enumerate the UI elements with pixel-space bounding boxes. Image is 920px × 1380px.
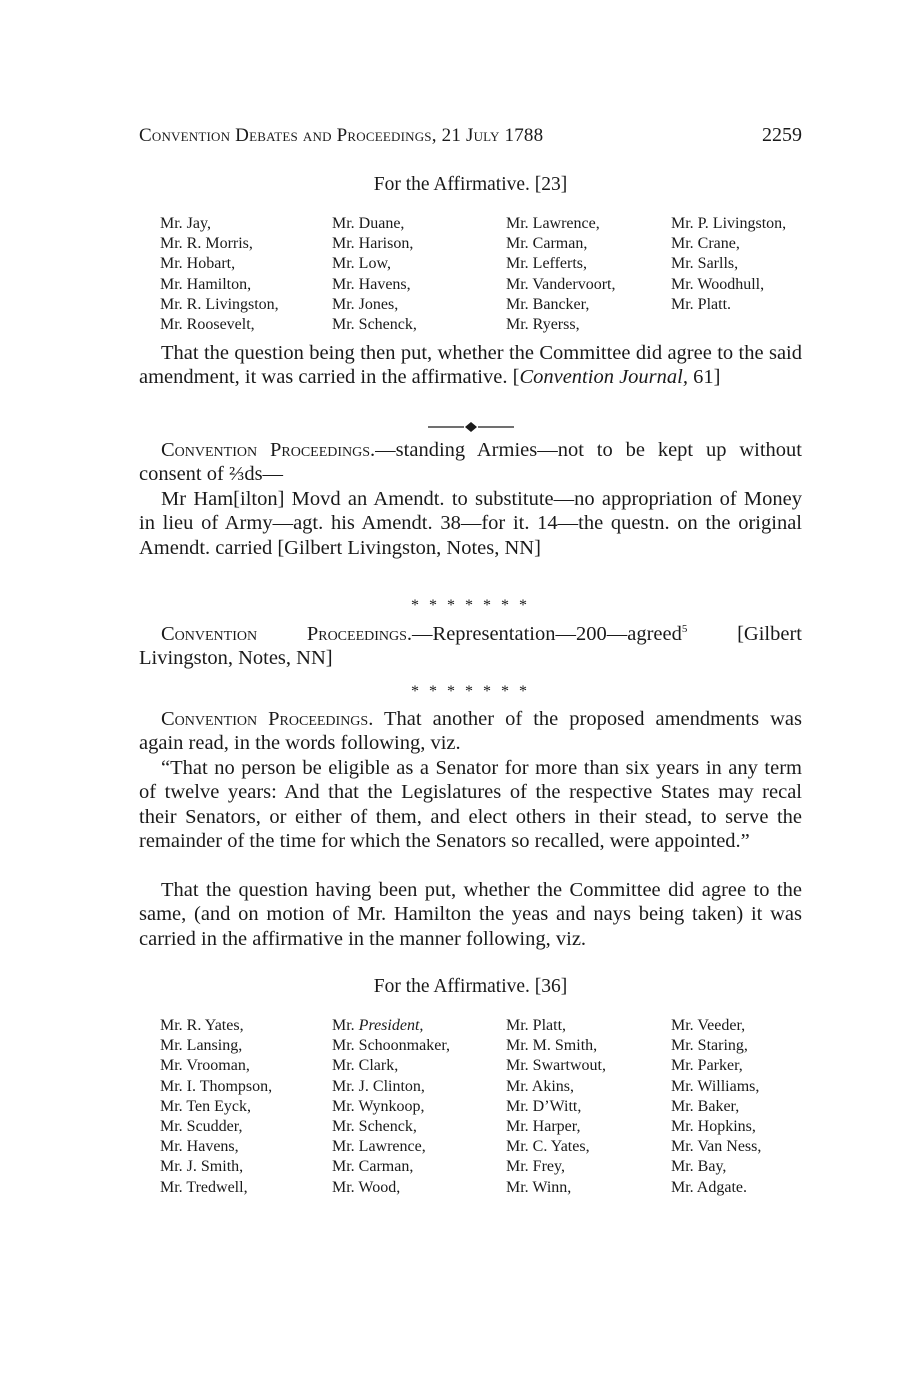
name-entry: Mr. Clark, [332, 1057, 399, 1075]
para2-text: —standing Armies—not to be kept up without consent of ⅔ds— [139, 439, 802, 486]
para-question-put: That the question having been put, whether the Committee did agree to the same, (and on motion of Mr. Hamilton the yeas and nays being taken) it was carried in the affirmative in the manner following, viz. [139, 879, 802, 950]
vote1-heading: For the Affirmative. [23] [373, 174, 568, 195]
name-entry: Mr. Platt, [506, 1017, 567, 1034]
name-entry: Mr. Frey, [506, 1158, 565, 1176]
name-entry: Mr. C. Yates, [506, 1138, 590, 1156]
para4-text: —Representation—200—agreed [412, 623, 682, 645]
name-entry: Mr. Hopkins, [671, 1118, 756, 1136]
para5-lead: Convention Proceedings. [161, 708, 374, 730]
section-ornament [428, 420, 514, 434]
name-entry: Mr. Havens, [160, 1138, 239, 1156]
para-representation [139, 622, 802, 671]
name-entry: Mr. Adgate. [671, 1178, 747, 1196]
name-entry: Mr. Ten Eyck, [160, 1097, 252, 1115]
name-entry: Mr. Sarlls, [671, 255, 739, 273]
name-entry: Mr. Lawrence, [332, 1138, 426, 1156]
name-entry: Mr. Lefferts, [506, 255, 588, 273]
section-stars-1: * * * * * * * [411, 597, 530, 614]
name-entry: Mr. Duane, [332, 215, 405, 232]
para2-lead: Convention Proceedings. [161, 439, 376, 461]
name-entry: Mr. Jones, [332, 295, 399, 313]
name-entry: Mr. Williams, [671, 1077, 760, 1095]
name-entry: Mr. Lawrence, [506, 215, 600, 232]
name-entry: Mr. Baker, [671, 1097, 740, 1115]
name-entry: Mr. Harper, [506, 1118, 581, 1136]
name-entry: Mr. Winn, [506, 1178, 572, 1196]
name-entry: Mr. R. Morris, [160, 235, 253, 253]
name-entry: Mr. Carman, [332, 1158, 414, 1176]
para1-citation-rest: 61] [687, 366, 721, 389]
para-senator-amendment-quote: “That no person be eligible as a Senator for more than six years in any term of twelve years: And that the Legislatures of the respective States may recal their Senators, or either of them, and elect others in their stead, to serve the remainder of the time for which the Senators so recalled, were appointed.” [139, 757, 802, 853]
vote2-name-grid [160, 1016, 820, 1198]
president-prefix: Mr. [332, 1017, 359, 1034]
footnote-marker: 5 [681, 623, 688, 636]
para-amendment-read [139, 707, 802, 756]
running-title: Convention Debates and Proceedings, 21 July 1788 [139, 125, 544, 146]
name-entry: Mr. Harison, [332, 235, 414, 253]
name-entry: Mr. Vandervoort, [506, 275, 616, 293]
name-entry: Mr. Woodhull, [671, 275, 765, 293]
name-entry: Mr. Wynkoop, [332, 1097, 425, 1115]
name-entry: Mr. Staring, [671, 1037, 748, 1055]
para-standing-armies [139, 438, 802, 487]
name-entry: Mr. Havens, [332, 275, 411, 293]
name-entry: Mr. P. Livingston, [671, 215, 787, 232]
name-entry: Mr. Schenck, [332, 316, 417, 334]
para-affirmative-result [139, 341, 802, 390]
para1-text: That the question being then put, whether the Committee did agree to the said amendment, it was carried in the affirmative. [ [139, 342, 802, 389]
name-entry: Mr. Tredwell, [160, 1178, 248, 1196]
para4-lead: Convention Proceedings. [161, 623, 413, 645]
name-entry: Mr. J. Smith, [160, 1158, 244, 1176]
name-entry: Mr. R. Livingston, [160, 295, 279, 313]
para1-citation-italic: Convention Journal, [519, 366, 688, 389]
name-entry: Mr. Parker, [671, 1057, 743, 1075]
name-entry: Mr. Crane, [671, 235, 740, 253]
vote2-heading: For the Affirmative. [36] [373, 976, 568, 997]
name-entry: Mr. Carman, [506, 235, 588, 253]
name-entry: Mr. Platt. [671, 295, 732, 313]
name-entry: Mr. I. Thompson, [160, 1077, 273, 1095]
para4-citation: [Gilbert Livingston, Notes, NN] [139, 623, 802, 670]
president-title: President, [358, 1017, 424, 1034]
running-header [139, 124, 802, 150]
name-entry: Mr. R. Yates, [160, 1017, 244, 1034]
page-number: 2259 [762, 124, 802, 146]
name-entry: Mr. Roosevelt, [160, 316, 255, 334]
name-entry: Mr. Bay, [671, 1158, 727, 1176]
name-entry: Mr. Wood, [332, 1178, 401, 1196]
para5-text: That another of the proposed amendments was again read, in the words following, viz. [139, 708, 803, 755]
name-entry: Mr. Ryerss, [506, 316, 580, 334]
name-entry: Mr. Bancker, [506, 295, 590, 313]
name-entry: Mr. D’Witt, [506, 1097, 582, 1115]
name-entry: Mr. Van Ness, [671, 1138, 762, 1156]
para-hamilton-amendment: Mr Ham[ilton] Movd an Amendt. to substitute—no appropriation of Money in lieu of Army—agt. his Amendt. 38—for it. 14—the questn. on the original Amendt. carried [Gilbert Livingston, Notes, NN] [139, 488, 802, 559]
name-entry: Mr. Schoonmaker, [332, 1037, 451, 1055]
name-entry: Mr. Lansing, [160, 1037, 243, 1055]
name-entry: Mr. Hamilton, [160, 275, 252, 293]
name-entry [671, 315, 820, 335]
name-entry [332, 1016, 506, 1036]
name-entry: Mr. Hobart, [160, 255, 236, 273]
name-entry: Mr. Schenck, [332, 1118, 417, 1136]
name-entry: Mr. Jay, [160, 215, 211, 232]
name-entry: Mr. Scudder, [160, 1118, 243, 1136]
name-entry: Mr. Veeder, [671, 1017, 746, 1034]
name-entry: Mr. M. Smith, [506, 1037, 598, 1055]
section-stars-2: * * * * * * * [411, 683, 530, 700]
name-entry: Mr. J. Clinton, [332, 1077, 425, 1095]
vote1-name-grid [160, 214, 820, 335]
name-entry: Mr. Swartwout, [506, 1057, 606, 1075]
name-entry: Mr. Vrooman, [160, 1057, 250, 1075]
name-entry: Mr. Akins, [506, 1077, 575, 1095]
name-entry: Mr. Low, [332, 255, 391, 273]
